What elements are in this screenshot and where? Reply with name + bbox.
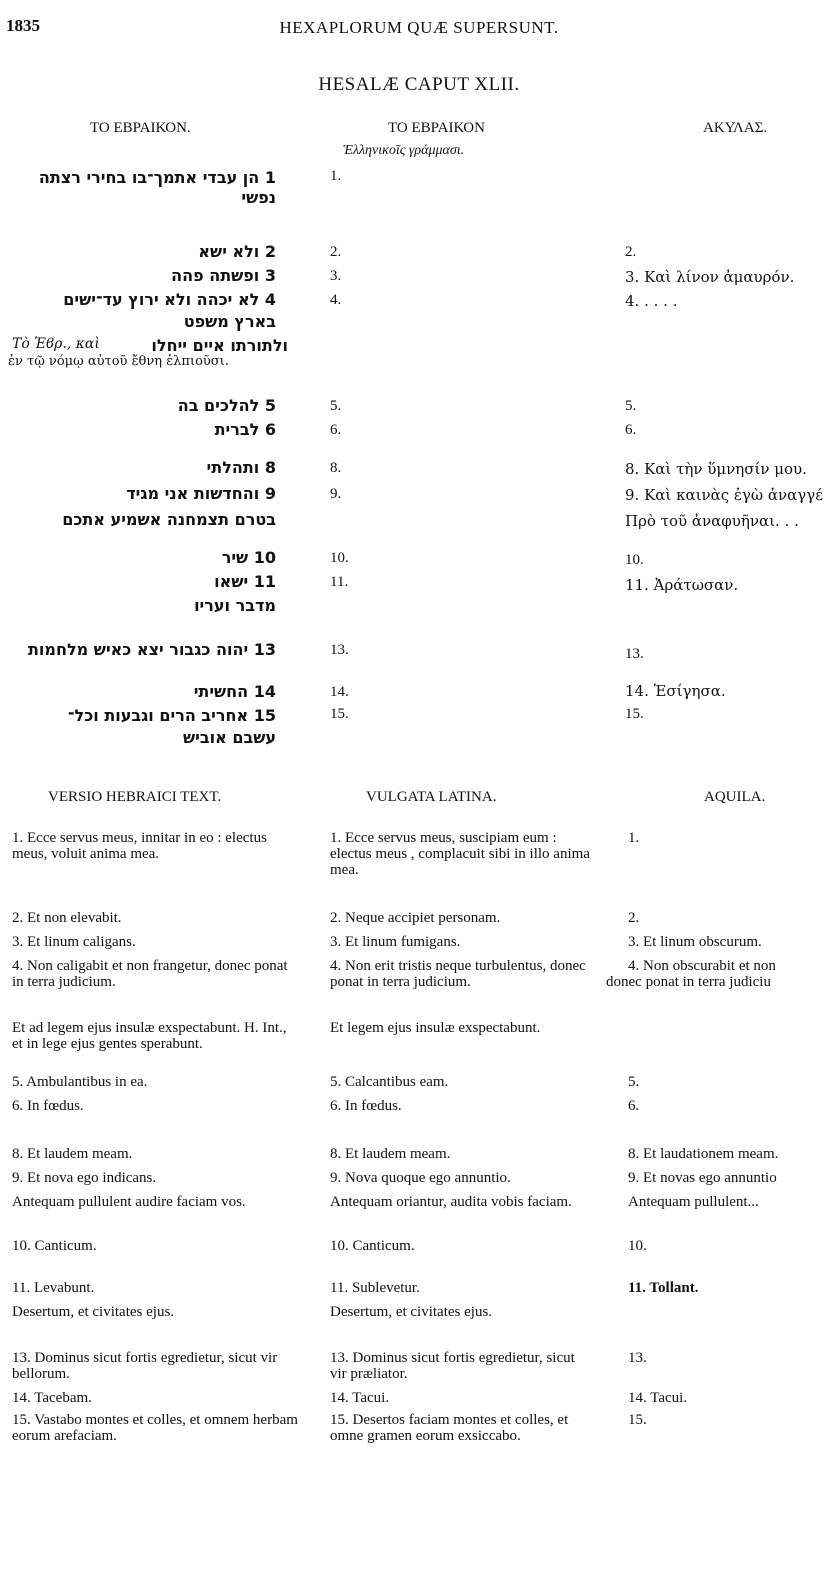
vulgate-text: 14. Tacui. — [330, 1390, 390, 1406]
verse-number: 3. — [330, 268, 342, 284]
verse-number: 13. — [625, 646, 644, 662]
verse-number: 6. — [625, 422, 637, 438]
vulgate-text: 15. Desertos faciam montes et colles, et omne gramen eorum exsiccabo. — [330, 1412, 569, 1444]
version-text: 6. In fœdus. — [12, 1098, 84, 1114]
aquila-greek-line: 3. Καὶ λίνον ἀμαυρόν. — [625, 268, 795, 286]
aquila-greek-line: 8. Καὶ τὴν ὕμνησίν μου. — [625, 460, 807, 478]
transliteration-column-heading: ΤΟ ΕΒΡΑΙΚΟΝ — [388, 120, 485, 136]
vulgate-text: 1. Ecce servus meus, suscipiam eum : electus meus , complacuit sibi in illo anima mea. — [330, 830, 590, 878]
hebrew-line: 11 ישאו — [214, 572, 276, 591]
page-number: 1835 — [6, 16, 40, 35]
version-text: 4. Non caligabit et non frangetur, donec ponat in terra judicium. — [12, 958, 288, 990]
version-text: 8. Et laudem meam. — [12, 1146, 133, 1162]
running-title: HEXAPLORUM QUÆ SUPERSUNT. — [279, 18, 559, 37]
aquila-latin-text: 15. — [628, 1412, 647, 1428]
aquila-latin-column-heading: AQUILA. — [704, 789, 766, 805]
verse-number: 13. — [330, 642, 349, 658]
vulgate-text: Et legem ejus insulæ exspectabunt. — [330, 1020, 541, 1036]
aquila-greek-column-heading: ΑΚΥΛΑΣ. — [703, 120, 768, 136]
vulgate-text: 8. Et laudem meam. — [330, 1146, 451, 1162]
hebrew-line: עשבם אוביש — [183, 728, 276, 747]
vulgate-text: 11. Sublevetur. — [330, 1280, 420, 1296]
aquila-latin-text: 4. Non obscurabit et non — [628, 958, 776, 974]
aquila-latin-text: 8. Et laudationem meam. — [628, 1146, 779, 1162]
hebrew-line: בארץ משפט — [183, 312, 276, 331]
version-text: 15. Vastabo montes et colles, et omnem herbam eorum arefaciam. — [12, 1412, 298, 1444]
hebrew-line: 5 להלכים בה — [177, 396, 276, 415]
aquila-greek-line: 11. Ἀράτωσαν. — [625, 576, 739, 594]
aquila-latin-text: 9. Et novas ego annuntio — [628, 1170, 777, 1186]
hebrew-column-heading: ΤΟ ΕΒΡΑΙΚΟΝ. — [90, 120, 191, 136]
version-text: 2. Et non elevabit. — [12, 910, 122, 926]
version-text: 5. Ambulantibus in ea. — [12, 1074, 148, 1090]
version-text: Et ad legem ejus insulæ exspectabunt. H. Int., et in lege ejus gentes sperabunt. — [12, 1020, 287, 1052]
aquila-greek-line: 14. Ἐσίγησα. — [625, 682, 726, 700]
hebrew-line: 9 והחדשות אני מגיד — [126, 484, 276, 503]
verse-number: 15. — [625, 706, 644, 722]
aquila-greek-line: 4. . . . . — [625, 292, 678, 310]
verse-number: 2. — [330, 244, 342, 260]
vulgate-text: 6. In fœdus. — [330, 1098, 402, 1114]
verse-number: 4. — [330, 292, 342, 308]
version-text: 1. Ecce servus meus, innitar in eo : electus meus, voluit anima mea. — [12, 830, 267, 862]
transliteration-column-subheading: Ἑλληνικοῖς γράμμασι. — [343, 143, 465, 158]
hebrew-line: ולתורתו איים ייחלו — [151, 336, 288, 355]
vulgate-text: 4. Non erit tristis neque turbulentus, donec ponat in terra judicium. — [330, 958, 586, 990]
vulgate-text: Antequam oriantur, audita vobis faciam. — [330, 1194, 572, 1210]
hebrew-line: 15 אחריב הרים וגבעות וכל־ — [67, 706, 276, 725]
version-text: 3. Et linum caligans. — [12, 934, 136, 950]
hebrew-line: 4 לא יכהה ולא ירוץ עד־ישים — [63, 290, 276, 309]
version-text: Desertum, et civitates ejus. — [12, 1304, 175, 1320]
aquila-latin-text: 13. — [628, 1350, 647, 1366]
verse-number: 15. — [330, 706, 349, 722]
vulgate-text: 5. Calcantibus eam. — [330, 1074, 449, 1090]
hebrew-note: ἐν τῷ νόμῳ αὐτοῦ ἔθνη ἐλπιοῦσι. — [8, 354, 229, 369]
version-text: Antequam pullulent audire faciam vos. — [12, 1194, 246, 1210]
hebrew-line: 6 לברית — [214, 420, 276, 439]
version-text: 13. Dominus sicut fortis egredietur, sicut vir bellorum. — [12, 1350, 278, 1382]
hebrew-line: נפשי — [241, 188, 276, 207]
chapter-title: HESALÆ CAPUT XLII. — [318, 74, 520, 95]
hebrew-note: Τὸ Ἑϐρ., καὶ — [12, 336, 100, 352]
hebrew-line: 8 ותהלתי — [206, 458, 276, 477]
aquila-latin-text: 11. Tollant. — [628, 1280, 699, 1296]
aquila-latin-text: 5. — [628, 1074, 640, 1090]
verse-number: 1. — [330, 168, 342, 184]
verse-number: 5. — [330, 398, 342, 414]
aquila-latin-text: donec ponat in terra judiciu — [606, 974, 771, 990]
aquila-greek-line: 9. Καὶ καινὰς ἐγὼ ἀναγγέ — [625, 486, 823, 504]
aquila-greek-line: Πρὸ τοῦ ἀναφυῆναι. . . — [625, 512, 799, 530]
hebrew-line: מדבר ועריו — [194, 596, 276, 615]
version-text: 11. Levabunt. — [12, 1280, 95, 1296]
hebrew-line: 13 יהוה כגבור יצא כאיש מלחמות — [27, 640, 276, 659]
hebrew-line: 3 ופשתה פהה — [171, 266, 276, 285]
vulgate-text: 10. Canticum. — [330, 1238, 415, 1254]
vulgate-text: 2. Neque accipiet personam. — [330, 910, 501, 926]
version-text: 9. Et nova ego indicans. — [12, 1170, 157, 1186]
vulgate-column-heading: VULGATA LATINA. — [366, 789, 497, 805]
vulgate-text: 13. Dominus sicut fortis egredietur, sicut vir præliator. — [330, 1350, 575, 1382]
hebrew-line: 1 הן עבדי אתמך־בו בחירי רצתה — [38, 168, 276, 187]
verse-number: 2. — [625, 244, 637, 260]
verse-number: 8. — [330, 460, 342, 476]
version-column-heading: VERSIO HEBRAICI TEXT. — [48, 789, 222, 805]
hebrew-line: בטרם תצמחנה אשמיע אתכם — [62, 510, 276, 529]
aquila-latin-text: 14. Tacui. — [628, 1390, 688, 1406]
vulgate-text: Desertum, et civitates ejus. — [330, 1304, 493, 1320]
aquila-latin-text: 10. — [628, 1238, 647, 1254]
hebrew-line: 10 שיר — [221, 548, 276, 567]
hebrew-line: 2 ולא ישא — [198, 242, 276, 261]
aquila-latin-text: 2. — [628, 910, 640, 926]
version-text: 10. Canticum. — [12, 1238, 97, 1254]
verse-number: 14. — [330, 684, 349, 700]
hebrew-line: 14 החשיתי — [193, 682, 276, 701]
verse-number: 5. — [625, 398, 637, 414]
aquila-latin-text: 1. — [628, 830, 640, 846]
aquila-latin-text: Antequam pullulent... — [628, 1194, 759, 1210]
verse-number: 10. — [625, 552, 644, 568]
verse-number: 11. — [330, 574, 349, 590]
verse-number: 10. — [330, 550, 349, 566]
vulgate-text: 3. Et linum fumigans. — [330, 934, 461, 950]
verse-number: 9. — [330, 486, 342, 502]
version-text: 14. Tacebam. — [12, 1390, 92, 1406]
vulgate-text: 9. Nova quoque ego annuntio. — [330, 1170, 511, 1186]
aquila-latin-text: 3. Et linum obscurum. — [628, 934, 762, 950]
aquila-latin-text: 6. — [628, 1098, 640, 1114]
verse-number: 6. — [330, 422, 342, 438]
